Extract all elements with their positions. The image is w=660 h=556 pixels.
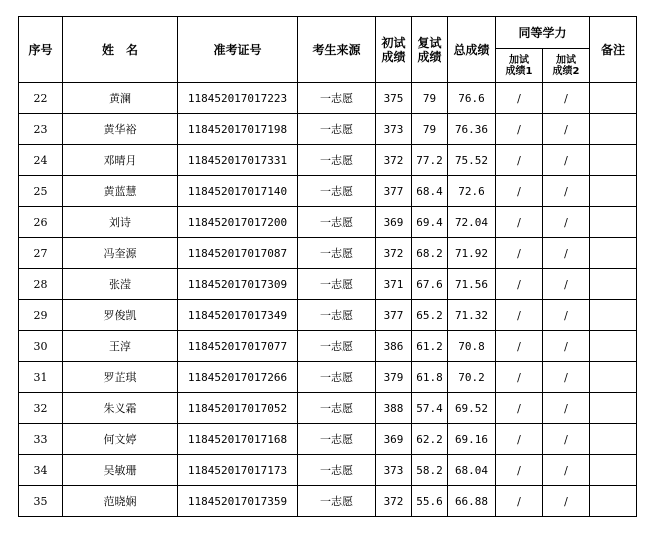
cell-exam-id: 118452017017198 bbox=[178, 114, 298, 145]
cell-source: 一志愿 bbox=[298, 83, 376, 114]
cell-exam-id: 118452017017309 bbox=[178, 269, 298, 300]
cell-source: 一志愿 bbox=[298, 176, 376, 207]
header-retest-score-line1: 复试 bbox=[417, 35, 442, 50]
table-row bbox=[19, 486, 637, 517]
cell-source: 一志愿 bbox=[298, 238, 376, 269]
cell-name: 范晓娴 bbox=[63, 486, 178, 517]
cell-extra1: / bbox=[496, 331, 543, 362]
cell-total-score: 72.6 bbox=[448, 176, 496, 207]
cell-extra1: / bbox=[496, 300, 543, 331]
header-total-score: 总成绩 bbox=[448, 17, 496, 83]
cell-name: 刘诗 bbox=[63, 207, 178, 238]
cell-seq: 31 bbox=[19, 362, 63, 393]
cell-initial-score: 388 bbox=[376, 393, 412, 424]
cell-remark bbox=[590, 114, 637, 145]
header-initial-score bbox=[376, 17, 412, 83]
cell-extra1: / bbox=[496, 393, 543, 424]
cell-extra2: / bbox=[543, 114, 590, 145]
cell-total-score: 72.04 bbox=[448, 207, 496, 238]
cell-extra2: / bbox=[543, 486, 590, 517]
cell-source: 一志愿 bbox=[298, 114, 376, 145]
cell-seq: 24 bbox=[19, 145, 63, 176]
header-retest-score-line2: 成绩 bbox=[417, 49, 442, 64]
cell-remark bbox=[590, 300, 637, 331]
cell-name: 吴敏珊 bbox=[63, 455, 178, 486]
cell-source: 一志愿 bbox=[298, 393, 376, 424]
cell-extra1: / bbox=[496, 486, 543, 517]
cell-remark bbox=[590, 362, 637, 393]
cell-seq: 26 bbox=[19, 207, 63, 238]
cell-remark bbox=[590, 393, 637, 424]
cell-extra1: / bbox=[496, 83, 543, 114]
score-table bbox=[18, 16, 637, 517]
cell-seq: 27 bbox=[19, 238, 63, 269]
cell-initial-score: 369 bbox=[376, 424, 412, 455]
cell-extra1: / bbox=[496, 362, 543, 393]
cell-initial-score: 372 bbox=[376, 486, 412, 517]
cell-retest-score: 61.2 bbox=[412, 331, 448, 362]
table-row bbox=[19, 455, 637, 486]
cell-name: 王淳 bbox=[63, 331, 178, 362]
cell-initial-score: 377 bbox=[376, 300, 412, 331]
table-row bbox=[19, 362, 637, 393]
table-row bbox=[19, 300, 637, 331]
cell-extra2: / bbox=[543, 300, 590, 331]
cell-initial-score: 371 bbox=[376, 269, 412, 300]
cell-initial-score: 386 bbox=[376, 331, 412, 362]
cell-name: 冯奎源 bbox=[63, 238, 178, 269]
header-exam-id: 准考证号 bbox=[178, 17, 298, 83]
cell-extra1: / bbox=[496, 424, 543, 455]
header-extra2-line2: 成绩2 bbox=[552, 65, 580, 77]
cell-exam-id: 118452017017077 bbox=[178, 331, 298, 362]
cell-remark bbox=[590, 238, 637, 269]
cell-total-score: 71.56 bbox=[448, 269, 496, 300]
cell-extra2: / bbox=[543, 176, 590, 207]
cell-exam-id: 118452017017349 bbox=[178, 300, 298, 331]
header-initial-score-line1: 初试 bbox=[381, 35, 406, 50]
cell-total-score: 76.36 bbox=[448, 114, 496, 145]
cell-initial-score: 372 bbox=[376, 238, 412, 269]
cell-seq: 29 bbox=[19, 300, 63, 331]
cell-extra1: / bbox=[496, 238, 543, 269]
header-equivalent: 同等学力 bbox=[496, 17, 590, 49]
cell-extra2: / bbox=[543, 238, 590, 269]
cell-extra2: / bbox=[543, 83, 590, 114]
cell-source: 一志愿 bbox=[298, 331, 376, 362]
cell-retest-score: 57.4 bbox=[412, 393, 448, 424]
cell-source: 一志愿 bbox=[298, 269, 376, 300]
cell-remark bbox=[590, 486, 637, 517]
table-row bbox=[19, 83, 637, 114]
cell-total-score: 69.16 bbox=[448, 424, 496, 455]
cell-extra1: / bbox=[496, 269, 543, 300]
cell-initial-score: 372 bbox=[376, 145, 412, 176]
header-extra2 bbox=[543, 49, 590, 83]
cell-exam-id: 118452017017168 bbox=[178, 424, 298, 455]
cell-exam-id: 118452017017140 bbox=[178, 176, 298, 207]
table-body bbox=[19, 83, 637, 517]
cell-seq: 34 bbox=[19, 455, 63, 486]
cell-name: 朱义霜 bbox=[63, 393, 178, 424]
cell-name: 何文婷 bbox=[63, 424, 178, 455]
cell-exam-id: 118452017017331 bbox=[178, 145, 298, 176]
header-retest-score bbox=[412, 17, 448, 83]
cell-retest-score: 79 bbox=[412, 83, 448, 114]
cell-remark bbox=[590, 331, 637, 362]
cell-seq: 35 bbox=[19, 486, 63, 517]
cell-exam-id: 118452017017200 bbox=[178, 207, 298, 238]
cell-name: 罗俊凯 bbox=[63, 300, 178, 331]
cell-extra2: / bbox=[543, 393, 590, 424]
cell-exam-id: 118452017017173 bbox=[178, 455, 298, 486]
cell-name: 邓晴月 bbox=[63, 145, 178, 176]
cell-extra1: / bbox=[496, 114, 543, 145]
cell-initial-score: 369 bbox=[376, 207, 412, 238]
cell-extra1: / bbox=[496, 145, 543, 176]
cell-remark bbox=[590, 424, 637, 455]
cell-remark bbox=[590, 176, 637, 207]
cell-retest-score: 68.2 bbox=[412, 238, 448, 269]
cell-exam-id: 118452017017087 bbox=[178, 238, 298, 269]
header-extra2-line1: 加试 bbox=[556, 54, 576, 66]
cell-retest-score: 68.4 bbox=[412, 176, 448, 207]
header-name: 姓 名 bbox=[63, 17, 178, 83]
cell-seq: 30 bbox=[19, 331, 63, 362]
cell-retest-score: 77.2 bbox=[412, 145, 448, 176]
cell-initial-score: 379 bbox=[376, 362, 412, 393]
cell-retest-score: 69.4 bbox=[412, 207, 448, 238]
cell-extra2: / bbox=[543, 145, 590, 176]
cell-initial-score: 375 bbox=[376, 83, 412, 114]
cell-initial-score: 377 bbox=[376, 176, 412, 207]
cell-remark bbox=[590, 83, 637, 114]
table-row bbox=[19, 207, 637, 238]
cell-seq: 25 bbox=[19, 176, 63, 207]
cell-initial-score: 373 bbox=[376, 455, 412, 486]
cell-extra2: / bbox=[543, 362, 590, 393]
cell-remark bbox=[590, 207, 637, 238]
cell-seq: 22 bbox=[19, 83, 63, 114]
cell-total-score: 66.88 bbox=[448, 486, 496, 517]
cell-exam-id: 118452017017266 bbox=[178, 362, 298, 393]
cell-total-score: 69.52 bbox=[448, 393, 496, 424]
cell-extra1: / bbox=[496, 176, 543, 207]
cell-remark bbox=[590, 145, 637, 176]
cell-exam-id: 118452017017223 bbox=[178, 83, 298, 114]
cell-name: 张滢 bbox=[63, 269, 178, 300]
cell-source: 一志愿 bbox=[298, 207, 376, 238]
cell-extra1: / bbox=[496, 455, 543, 486]
cell-name: 黄澜 bbox=[63, 83, 178, 114]
cell-seq: 28 bbox=[19, 269, 63, 300]
header-remark: 备注 bbox=[590, 17, 637, 83]
cell-retest-score: 67.6 bbox=[412, 269, 448, 300]
table-row bbox=[19, 269, 637, 300]
header-extra1-line2: 成绩1 bbox=[505, 65, 533, 77]
table-row bbox=[19, 424, 637, 455]
cell-remark bbox=[590, 455, 637, 486]
cell-extra2: / bbox=[543, 331, 590, 362]
cell-seq: 32 bbox=[19, 393, 63, 424]
table-row bbox=[19, 331, 637, 362]
cell-extra2: / bbox=[543, 424, 590, 455]
cell-seq: 33 bbox=[19, 424, 63, 455]
cell-source: 一志愿 bbox=[298, 300, 376, 331]
cell-retest-score: 58.2 bbox=[412, 455, 448, 486]
header-extra1-line1: 加试 bbox=[509, 54, 529, 66]
cell-source: 一志愿 bbox=[298, 362, 376, 393]
cell-extra2: / bbox=[543, 455, 590, 486]
cell-extra2: / bbox=[543, 207, 590, 238]
cell-total-score: 70.8 bbox=[448, 331, 496, 362]
cell-retest-score: 61.8 bbox=[412, 362, 448, 393]
cell-source: 一志愿 bbox=[298, 424, 376, 455]
cell-total-score: 71.32 bbox=[448, 300, 496, 331]
cell-name: 罗芷琪 bbox=[63, 362, 178, 393]
cell-total-score: 76.6 bbox=[448, 83, 496, 114]
cell-seq: 23 bbox=[19, 114, 63, 145]
cell-retest-score: 79 bbox=[412, 114, 448, 145]
cell-name: 黄华裕 bbox=[63, 114, 178, 145]
table-row bbox=[19, 145, 637, 176]
table-row bbox=[19, 393, 637, 424]
cell-remark bbox=[590, 269, 637, 300]
cell-source: 一志愿 bbox=[298, 486, 376, 517]
header-initial-score-line2: 成绩 bbox=[381, 49, 406, 64]
header-extra1 bbox=[496, 49, 543, 83]
cell-exam-id: 118452017017052 bbox=[178, 393, 298, 424]
cell-exam-id: 118452017017359 bbox=[178, 486, 298, 517]
cell-retest-score: 55.6 bbox=[412, 486, 448, 517]
cell-retest-score: 62.2 bbox=[412, 424, 448, 455]
cell-total-score: 71.92 bbox=[448, 238, 496, 269]
header-seq: 序号 bbox=[19, 17, 63, 83]
cell-retest-score: 65.2 bbox=[412, 300, 448, 331]
header-source: 考生来源 bbox=[298, 17, 376, 83]
cell-extra2: / bbox=[543, 269, 590, 300]
cell-name: 黄蓝慧 bbox=[63, 176, 178, 207]
cell-total-score: 68.04 bbox=[448, 455, 496, 486]
cell-total-score: 70.2 bbox=[448, 362, 496, 393]
cell-source: 一志愿 bbox=[298, 455, 376, 486]
cell-initial-score: 373 bbox=[376, 114, 412, 145]
table-row bbox=[19, 114, 637, 145]
table-row bbox=[19, 176, 637, 207]
cell-extra1: / bbox=[496, 207, 543, 238]
cell-total-score: 75.52 bbox=[448, 145, 496, 176]
cell-source: 一志愿 bbox=[298, 145, 376, 176]
table-row bbox=[19, 238, 637, 269]
